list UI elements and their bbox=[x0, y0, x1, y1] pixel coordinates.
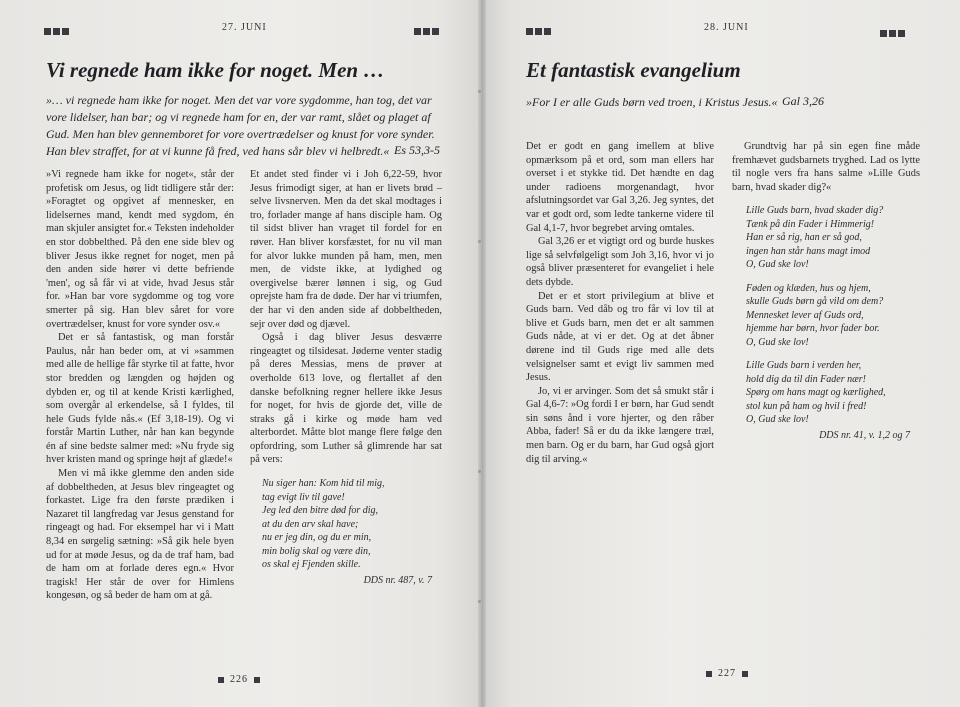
paragraph: Gal 3,26 er et vigtigt ord og burde huskes lige så selvfølgeligt som Joh 3,16, hvor vi jo også bliver præsenteret for evangeliet i hele dets dybde. bbox=[526, 236, 714, 288]
intro-verse: »… vi regnede ham ikke for noget. Men det var vore sygdomme, han tog, det var vore lidelser, han bar; og vi regnede ham for en, der var ramt, slået og plaget af Gud. Men han blev gennemboret for vore overtrædelser og knust for vore synder. Han blev straffet, for at vi kunne få fred, ved hans sår blev vi helbredt.« bbox=[46, 93, 435, 158]
paragraph: Det er så fantastisk, og man forstår Paulus, når han beder om, at vi »sammen med alle de hellige får styrke til at fatte, hvor stor bredden og længden og højden og dybden er, og til at kende Kristi kærlighed, som overgår al erkendelse, så I fyldes, til hele Guds fylde nås.« (Ef 3,18-19). Og vi forstår Martin Luther, når han kan begynde én af sine bedste salmer med: »Nu fryde sig hver kristen mand og springe højt af glæde!« bbox=[46, 332, 234, 466]
hymn-line: os skal ej Fjenden skille. bbox=[262, 559, 361, 571]
hymn-citation: DDS nr. 487, v. 7 bbox=[363, 574, 432, 586]
binding-stitch bbox=[478, 470, 481, 473]
text-column-2 bbox=[732, 140, 920, 442]
intro-reference: Gal 3,26 bbox=[782, 94, 824, 108]
page-number-text: 226 bbox=[230, 674, 248, 685]
paragraph: Jo, vi er arvinger. Som det så smukt står i Gal 4,6-7: »Og fordi I er børn, har Gud sendt sin søns ånd i vore hjerter, og den råber Abba, fader! Så er du da ikke længere træl, men barn. Og er du barn, har Gud også gjort dig til arving.« bbox=[526, 385, 714, 465]
hymn-line: min bolig skal og være din, bbox=[262, 545, 371, 557]
page-number bbox=[706, 668, 748, 679]
binding-stitch bbox=[478, 90, 481, 93]
intro-verse: »For I er alle Guds børn ved troen, i Kristus Jesus.« bbox=[526, 95, 778, 109]
page-title: Et fantastisk evangelium bbox=[526, 58, 741, 82]
hymn-line: skulle Guds børn gå vild om dem? bbox=[746, 296, 884, 308]
paragraph: Det er et stort privilegium at blive et Guds barn. Ved dåb og tro får vi lov til at blive et Guds barn, men det er alt sammen Guds nåde, at vi er det. Og at det åbner dørene ind til Guds rige med alle dets velsignelser samt et evigt liv sammen med Jesus. bbox=[526, 290, 714, 384]
hymn-line: at du den arv skal have; bbox=[262, 518, 359, 530]
header-date: 27. JUNI bbox=[222, 22, 267, 33]
hymn-line: stol kun på ham og hvil i fred! bbox=[746, 400, 867, 412]
footer-ornament bbox=[742, 671, 748, 677]
hymn-verse bbox=[250, 477, 442, 587]
binding-stitch bbox=[478, 600, 481, 603]
hymn-line: O, Gud ske lov! bbox=[746, 414, 809, 426]
paragraph: »Vi regnede ham ikke for noget«, står der profetisk om Jesus, og lidt tidligere står der: »Foragtet og opgivet af mennesker, en lidelsernes mand, kendt med sygdom, én man skjuler ansigtet for.« Teksten indeholder en stor dobbelthed. På den ene side blev og bliver Jesus ikke regnet for noget, men på den anden side hører vi dette befriende 'men', og så får vi at vide, hvad Jesus står for. »Han bar vore sygdomme og tog vore smerter på sig. Han blev såret for vore overtrædelser, knust for vore synder osv.« bbox=[46, 169, 234, 330]
binding-stitch bbox=[478, 240, 481, 243]
header-ornament-right bbox=[880, 30, 907, 37]
hymn-line: tag evigt liv til gave! bbox=[262, 491, 345, 503]
footer-ornament bbox=[254, 677, 260, 683]
hymn-line: Føden og klæden, hus og hjem, bbox=[746, 282, 871, 294]
header-date: 28. JUNI bbox=[704, 22, 749, 33]
header-ornament-left bbox=[526, 28, 553, 35]
hymn-line: Nu siger han: Kom hid til mig, bbox=[262, 478, 385, 490]
header-ornament-right bbox=[414, 28, 441, 35]
header-ornament-left bbox=[44, 28, 71, 35]
hymn-stanza bbox=[746, 359, 920, 427]
paragraph: Også i dag bliver Jesus desværre ringeagtet og tilsidesat. Jøderne venter stadig på deres Messias, mens de prøver at overholde 613 love, og flertallet af den danske befolkning regner hellere ikke Jesus for noget, for hvis de gjorde det, ville de straks gå i kirke og møde ham ved alterbordet. Måtte blot mange flere følge den opfordring, som Luther så glimrende har sat på vers: bbox=[250, 332, 442, 466]
hymn-line: Tænk på din Fader i Himmerig! bbox=[746, 218, 875, 230]
footer-ornament bbox=[706, 671, 712, 677]
hymn-line: Han er så rig, han er så god, bbox=[746, 232, 862, 244]
hymn-line: nu er jeg din, og du er min, bbox=[262, 532, 372, 544]
page-title: Vi regnede ham ikke for noget. Men … bbox=[46, 58, 385, 82]
paragraph: Det er godt en gang imellem at blive opmærksom på et ord, som man ellers har overset i et stykke tid. Det hændte en dag under radioens morgenandagt, hvor afslutningsordet var Gal 3,26. Jeg syntes, det var et godt ord, som ledte tankerne videre til Gal 4,1-7, hvor begrebet arving omtales. bbox=[526, 141, 714, 234]
hymn-line: Lille Guds barn, hvad skader dig? bbox=[746, 205, 884, 217]
hymn-line: Lille Guds barn i verden her, bbox=[746, 360, 862, 372]
hymn-citation: DDS nr. 41, v. 1,2 og 7 bbox=[819, 429, 910, 441]
paragraph: Men vi må ikke glemme den anden side af dobbeltheden, at Jesus blev ringeagtet og forkastet. Lige fra den første prædiken i Nazaret til langfredag var Jesus genstand for ringeagt og had. For eksempel har vi i Matt 8,34 en sørgelig sætning: »Så gik hele byen ud for at møde Jesus, og da de traf ham, bad de ham om at forlade deres egn.« Hvor tragisk! Her står de over for Himlens kongesøn, og så beder de ham om at gå. bbox=[46, 468, 234, 602]
hymn-line: Jeg led den bitre død for dig, bbox=[262, 505, 378, 517]
hymn-line: hjemme har børn, hvor fader bor. bbox=[746, 323, 880, 335]
page-number bbox=[218, 674, 260, 685]
intro-reference: Es 53,3-5 bbox=[394, 143, 440, 157]
hymn-stanza bbox=[746, 282, 920, 350]
hymn-line: ingen han står hans magt imod bbox=[746, 245, 871, 257]
page-number-text: 227 bbox=[718, 668, 736, 679]
text-column-1 bbox=[46, 168, 234, 603]
paragraph: Et andet sted finder vi i Joh 6,22-59, hvor Jesus frimodigt siger, at han er livets brød – selve livsnerven. Men da det skal modtages i tro, forlader mange af hans disciple ham. Og til sidst bliver han vraget til fordel for en røver. Han bliver korsfæstet, for nu vil man for alvor lukke munden på ham, men, men men, de vidste ikke, at lydighed og overgivelse bærer lønnen i sig, og Gud oprejste ham fra de døde. Der har vi triumfen, der har vi den anden side af dobbeltheden, sejr over død og djævel. bbox=[250, 169, 442, 330]
footer-ornament bbox=[218, 677, 224, 683]
right-page bbox=[482, 0, 960, 707]
hymn-stanza bbox=[746, 204, 920, 272]
text-column-2 bbox=[250, 168, 442, 587]
hymn-line: O, Gud ske lov! bbox=[746, 259, 809, 271]
hymn-line: O, Gud ske lov! bbox=[746, 336, 809, 348]
paragraph: Grundtvig har på sin egen fine måde fremhævet gudsbarnets tryghed. Lad os lytte til nogle vers fra hans salme »Lille Guds barn, hvad skader dig?« bbox=[732, 141, 920, 193]
hymn-verses bbox=[732, 204, 920, 442]
text-column-1 bbox=[526, 140, 714, 466]
hymn-line: hold dig da til din Fader nær! bbox=[746, 373, 866, 385]
hymn-line: Spørg om hans magt og kærlighed, bbox=[746, 387, 886, 399]
hymn-line: Mennesket lever af Guds ord, bbox=[746, 309, 864, 321]
